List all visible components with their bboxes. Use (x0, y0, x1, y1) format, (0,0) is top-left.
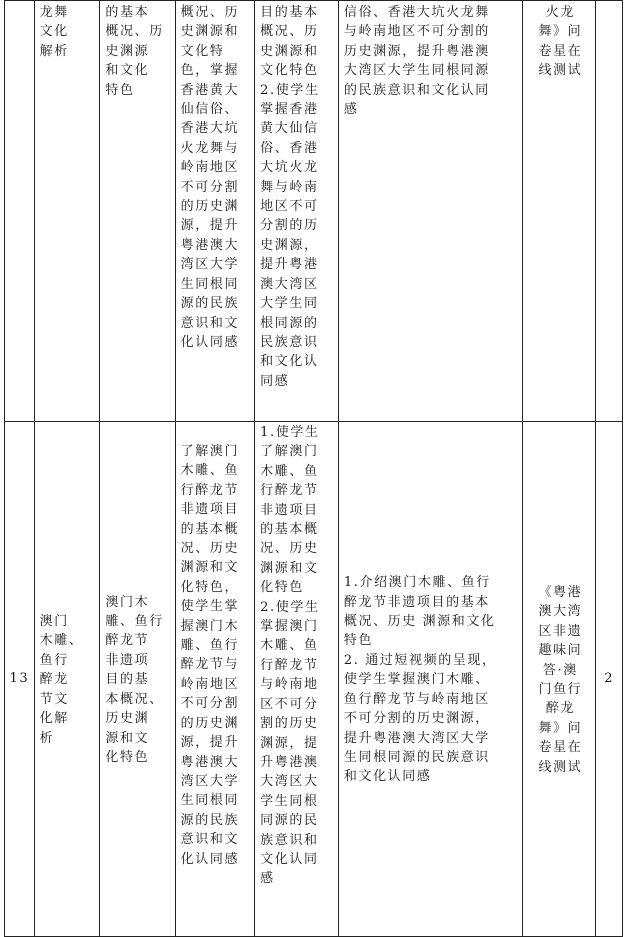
cell-text-line: 湾区大学 (180, 773, 240, 789)
cell-text-line: 的基本概 (180, 521, 240, 537)
cell-text-line: 化特色 (105, 749, 150, 765)
cell-text-line: 木雕、鱼 (260, 638, 319, 654)
cell-text-line: 生同根同 (180, 793, 240, 809)
cell-text-line: 仙信俗、 (180, 102, 240, 118)
cell-text-line: 况、历史 (260, 541, 319, 557)
cell-text-line: 化认同感 (180, 851, 240, 867)
cell-text-line: 源，提升 (180, 735, 240, 751)
cell-text-line: 答·澳 (542, 662, 578, 678)
cell-text-line: 解析 (39, 43, 69, 59)
cell-text-line: 醉龙 (545, 701, 575, 717)
cell-text-line: 概况、历 (180, 5, 240, 20)
goal-cell (255, 1, 339, 422)
cell-text-line: 非遗项目 (180, 502, 240, 518)
topic-cell (34, 1, 100, 422)
cell-text-line: 香港黄大 (180, 82, 240, 98)
cell-text-line: 史渊源和 (260, 43, 319, 59)
cell-text-line: 的基本概 (260, 522, 319, 538)
cell-text-line: 特色 (105, 82, 135, 98)
hours-value: 2 (604, 671, 615, 687)
cell-text-line: 木雕、鱼 (260, 463, 319, 479)
cell-text-line: 行醉龙节 (260, 657, 319, 673)
cell-text-line: 目的基本 (260, 5, 319, 20)
cell-text-line: 火龙舞与 (180, 140, 240, 156)
cell-text-line: 节文 (39, 691, 69, 707)
cell-text-line: 与岭南地 (260, 677, 319, 693)
cell-text-line: 提升粤港 (260, 257, 319, 273)
topic-cell (34, 422, 100, 937)
cell-text-line: 色，掌握 (180, 63, 240, 79)
cell-text-line: 和文化 (105, 63, 150, 79)
content-cell (100, 1, 175, 422)
cell-text-line: 了解澳门 (180, 444, 240, 459)
cell-text-line: 生同根同源的民族意识 (343, 749, 490, 765)
cell-text-line: 了解澳门 (260, 444, 319, 460)
cell-text-line: 民族意识 (260, 334, 319, 350)
cell-text-line: 粤港澳大 (180, 237, 240, 253)
cell-text-line: 不可分割 (180, 179, 240, 195)
cell-text-line: 同源的民 (260, 813, 319, 829)
cell-text-line: 不可分割的历史渊源， (343, 711, 490, 727)
cell-text-line: 信俗、香港大坑火龙舞 (343, 5, 490, 20)
cell-text-line: 舞与岭南 (260, 179, 319, 195)
cell-text-line: 文化特 (180, 43, 225, 59)
cell-text-line: 粤港澳大 (180, 754, 240, 770)
cell-text-line: 非遗项 (105, 652, 150, 668)
cell-text-line: 门鱼行 (538, 682, 583, 697)
row-number-cell (5, 422, 35, 937)
cell-text-line: 史渊源， (260, 237, 319, 253)
cell-text-line: 行醉龙节 (180, 482, 240, 498)
cell-text-line: 大湾区大学生同根同源 (343, 63, 490, 79)
cell-text-line: 族意识和 (260, 832, 319, 848)
cell-text-line: 和文化认同感 (343, 769, 432, 785)
cell-text-line: 岭南地区 (180, 676, 240, 692)
cell-text-line: 1.使学生 (260, 425, 320, 440)
objective-cell (175, 1, 255, 422)
cell-text-line: 澳大湾区 (260, 276, 319, 292)
cell-text-line: 割的历史 (260, 716, 319, 732)
cell-text-line: 线测试 (538, 759, 583, 775)
cell-text-line: 感 (343, 102, 359, 118)
cell-text-line: 历史渊源，提升粤港澳 (343, 43, 490, 59)
objective-cell (175, 422, 255, 937)
cell-text-line: 提升粤港澳大湾区大学 (343, 730, 490, 746)
cell-text-line: 升粤港澳 (260, 754, 319, 770)
cell-text-line: 掌握澳门 (260, 619, 319, 635)
cell-text-line: 木雕、鱼 (180, 463, 240, 479)
cell-text-line: 同感 (260, 373, 290, 389)
cell-text-line: 澳门 (39, 614, 69, 630)
cell-text-line: 史渊源 (105, 43, 150, 59)
cell-text-line: 大坑火龙 (260, 160, 319, 176)
cell-text-line: 源和文 (105, 730, 150, 746)
cell-text-line: 非遗项目 (260, 502, 319, 518)
cell-text-line: 况、历史 (180, 541, 240, 557)
cell-text-line: 雕、鱼行 (105, 614, 164, 630)
cell-text-line: 湾区大学 (180, 257, 240, 273)
cell-text-line: 醉龙 (39, 672, 69, 688)
cell-text-line: 文化特色 (260, 63, 319, 79)
cell-text-line: 和文化认 (260, 354, 319, 370)
goal-cell (255, 422, 339, 937)
cell-text-line: 握澳门木 (180, 618, 240, 634)
hours-cell (596, 422, 623, 937)
cell-text-line: 分割的历 (260, 218, 319, 234)
cell-text-line: 的历史渊 (180, 199, 240, 215)
row-number-cell (5, 1, 35, 422)
cell-text-line: 源的民族 (180, 812, 240, 828)
cell-text-line: 趣味问 (538, 643, 583, 659)
cell-text-line: 化特色 (260, 580, 304, 596)
cell-text-line: 特色 (343, 633, 374, 649)
cell-text-line: 舞》问 (538, 24, 583, 40)
cell-text-line: 渊源，提 (260, 735, 319, 751)
cell-text-line: 学生同根 (260, 793, 319, 809)
cell-text-line: 掌握香港 (260, 102, 319, 118)
cell-text-line: 卷星在 (538, 740, 583, 756)
cell-text-line: 化解 (39, 711, 69, 727)
cell-text-line: 火龙 (545, 5, 575, 20)
cell-text-line: 木雕、 (39, 633, 84, 649)
cell-text-line: 源的民族 (180, 296, 240, 312)
cell-text-line: 源，提升 (180, 218, 240, 234)
cell-text-line: 俗、香港 (260, 140, 319, 156)
cell-text-line: 鱼行 (39, 652, 69, 668)
cell-text-line: 使学生掌 (180, 599, 240, 615)
cell-text-line: 鱼行醉龙节与岭南地区 (343, 691, 490, 707)
cell-text-line: 区不可分 (260, 696, 319, 712)
cell-text-line: 概况、历史 渊源和文化 (343, 614, 496, 630)
cell-text-line: 的基本 (105, 5, 150, 20)
cell-text-line: 行醉龙节 (260, 483, 319, 499)
cell-text-line: 生同根同 (180, 276, 240, 292)
cell-text-line: 概况、历 (105, 24, 164, 40)
cell-text-line: 大湾区大 (260, 774, 319, 790)
cell-text-line: 线测试 (538, 63, 583, 79)
cell-text-line: 地区不可 (260, 199, 319, 215)
cell-text-line: 大学生同 (260, 296, 319, 312)
hours-cell (596, 1, 623, 422)
cell-text-line: 意识和文 (180, 315, 240, 331)
table-row (5, 1, 623, 422)
cell-text-line: 的民族意识和文化认同 (343, 82, 490, 98)
cell-text-line: 醉龙节非遗项目的基本 (343, 594, 490, 610)
cell-text-line: 2.使学生 (260, 599, 320, 615)
cell-text-line: 澳大湾 (538, 604, 583, 620)
cell-text-line: 化认同感 (180, 334, 240, 350)
cell-text-line: 醉龙节与 (180, 657, 240, 673)
method-cell (338, 422, 522, 937)
cell-text-line: 渊源和文 (180, 560, 240, 576)
cell-text-line: 根同源的 (260, 315, 319, 331)
content-cell (100, 422, 175, 937)
cell-text-line: 区非遗 (538, 623, 583, 639)
cell-text-line: 香港大坑 (180, 121, 240, 137)
cell-text-line: 醉龙节 (105, 633, 150, 649)
cell-text-line: 澳门木 (105, 594, 150, 610)
cell-text-line: 意识和文 (180, 832, 240, 848)
cell-text-line: 目的基 (105, 672, 150, 688)
cell-text-line: 感 (260, 871, 275, 887)
row-number: 13 (9, 671, 30, 687)
table-row (5, 422, 623, 937)
cell-text-line: 2.使学生 (260, 82, 320, 98)
cell-text-line: 黄大仙信 (260, 121, 319, 137)
cell-text-line: 《粤港 (538, 584, 583, 600)
assessment-cell (523, 422, 596, 937)
method-cell (338, 1, 522, 422)
cell-text-line: 舞》问 (538, 720, 583, 736)
cell-text-line: 使学生掌握澳门木雕、 (343, 672, 490, 688)
cell-text-line: 析 (39, 730, 55, 746)
course-table (4, 0, 623, 937)
cell-text-line: 渊源和文 (260, 560, 319, 576)
cell-text-line: 卷星在 (538, 43, 583, 59)
cell-text-line: 龙舞 (39, 5, 69, 20)
cell-text-line: 的历史渊 (180, 715, 240, 731)
cell-text-line: 雕、鱼行 (180, 638, 240, 654)
cell-text-line: 历史渊 (105, 711, 150, 727)
cell-text-line: 与岭南地区不可分割的 (343, 24, 490, 40)
cell-text-line: 1.介绍澳门木雕、鱼行 (343, 575, 491, 591)
cell-text-line: 岭南地区 (180, 160, 240, 176)
cell-text-line: 文化认同 (260, 851, 319, 867)
assessment-cell (523, 1, 596, 422)
cell-text-line: 本概况、 (105, 691, 164, 707)
cell-text-line: 2. 通过短视频的呈现， (343, 652, 497, 668)
cell-text-line: 文化 (39, 24, 69, 40)
cell-text-line: 不可分割 (180, 696, 240, 712)
cell-text-line: 概况、历 (260, 24, 319, 40)
cell-text-line: 化特色， (180, 579, 240, 595)
cell-text-line: 史渊源和 (180, 24, 240, 40)
